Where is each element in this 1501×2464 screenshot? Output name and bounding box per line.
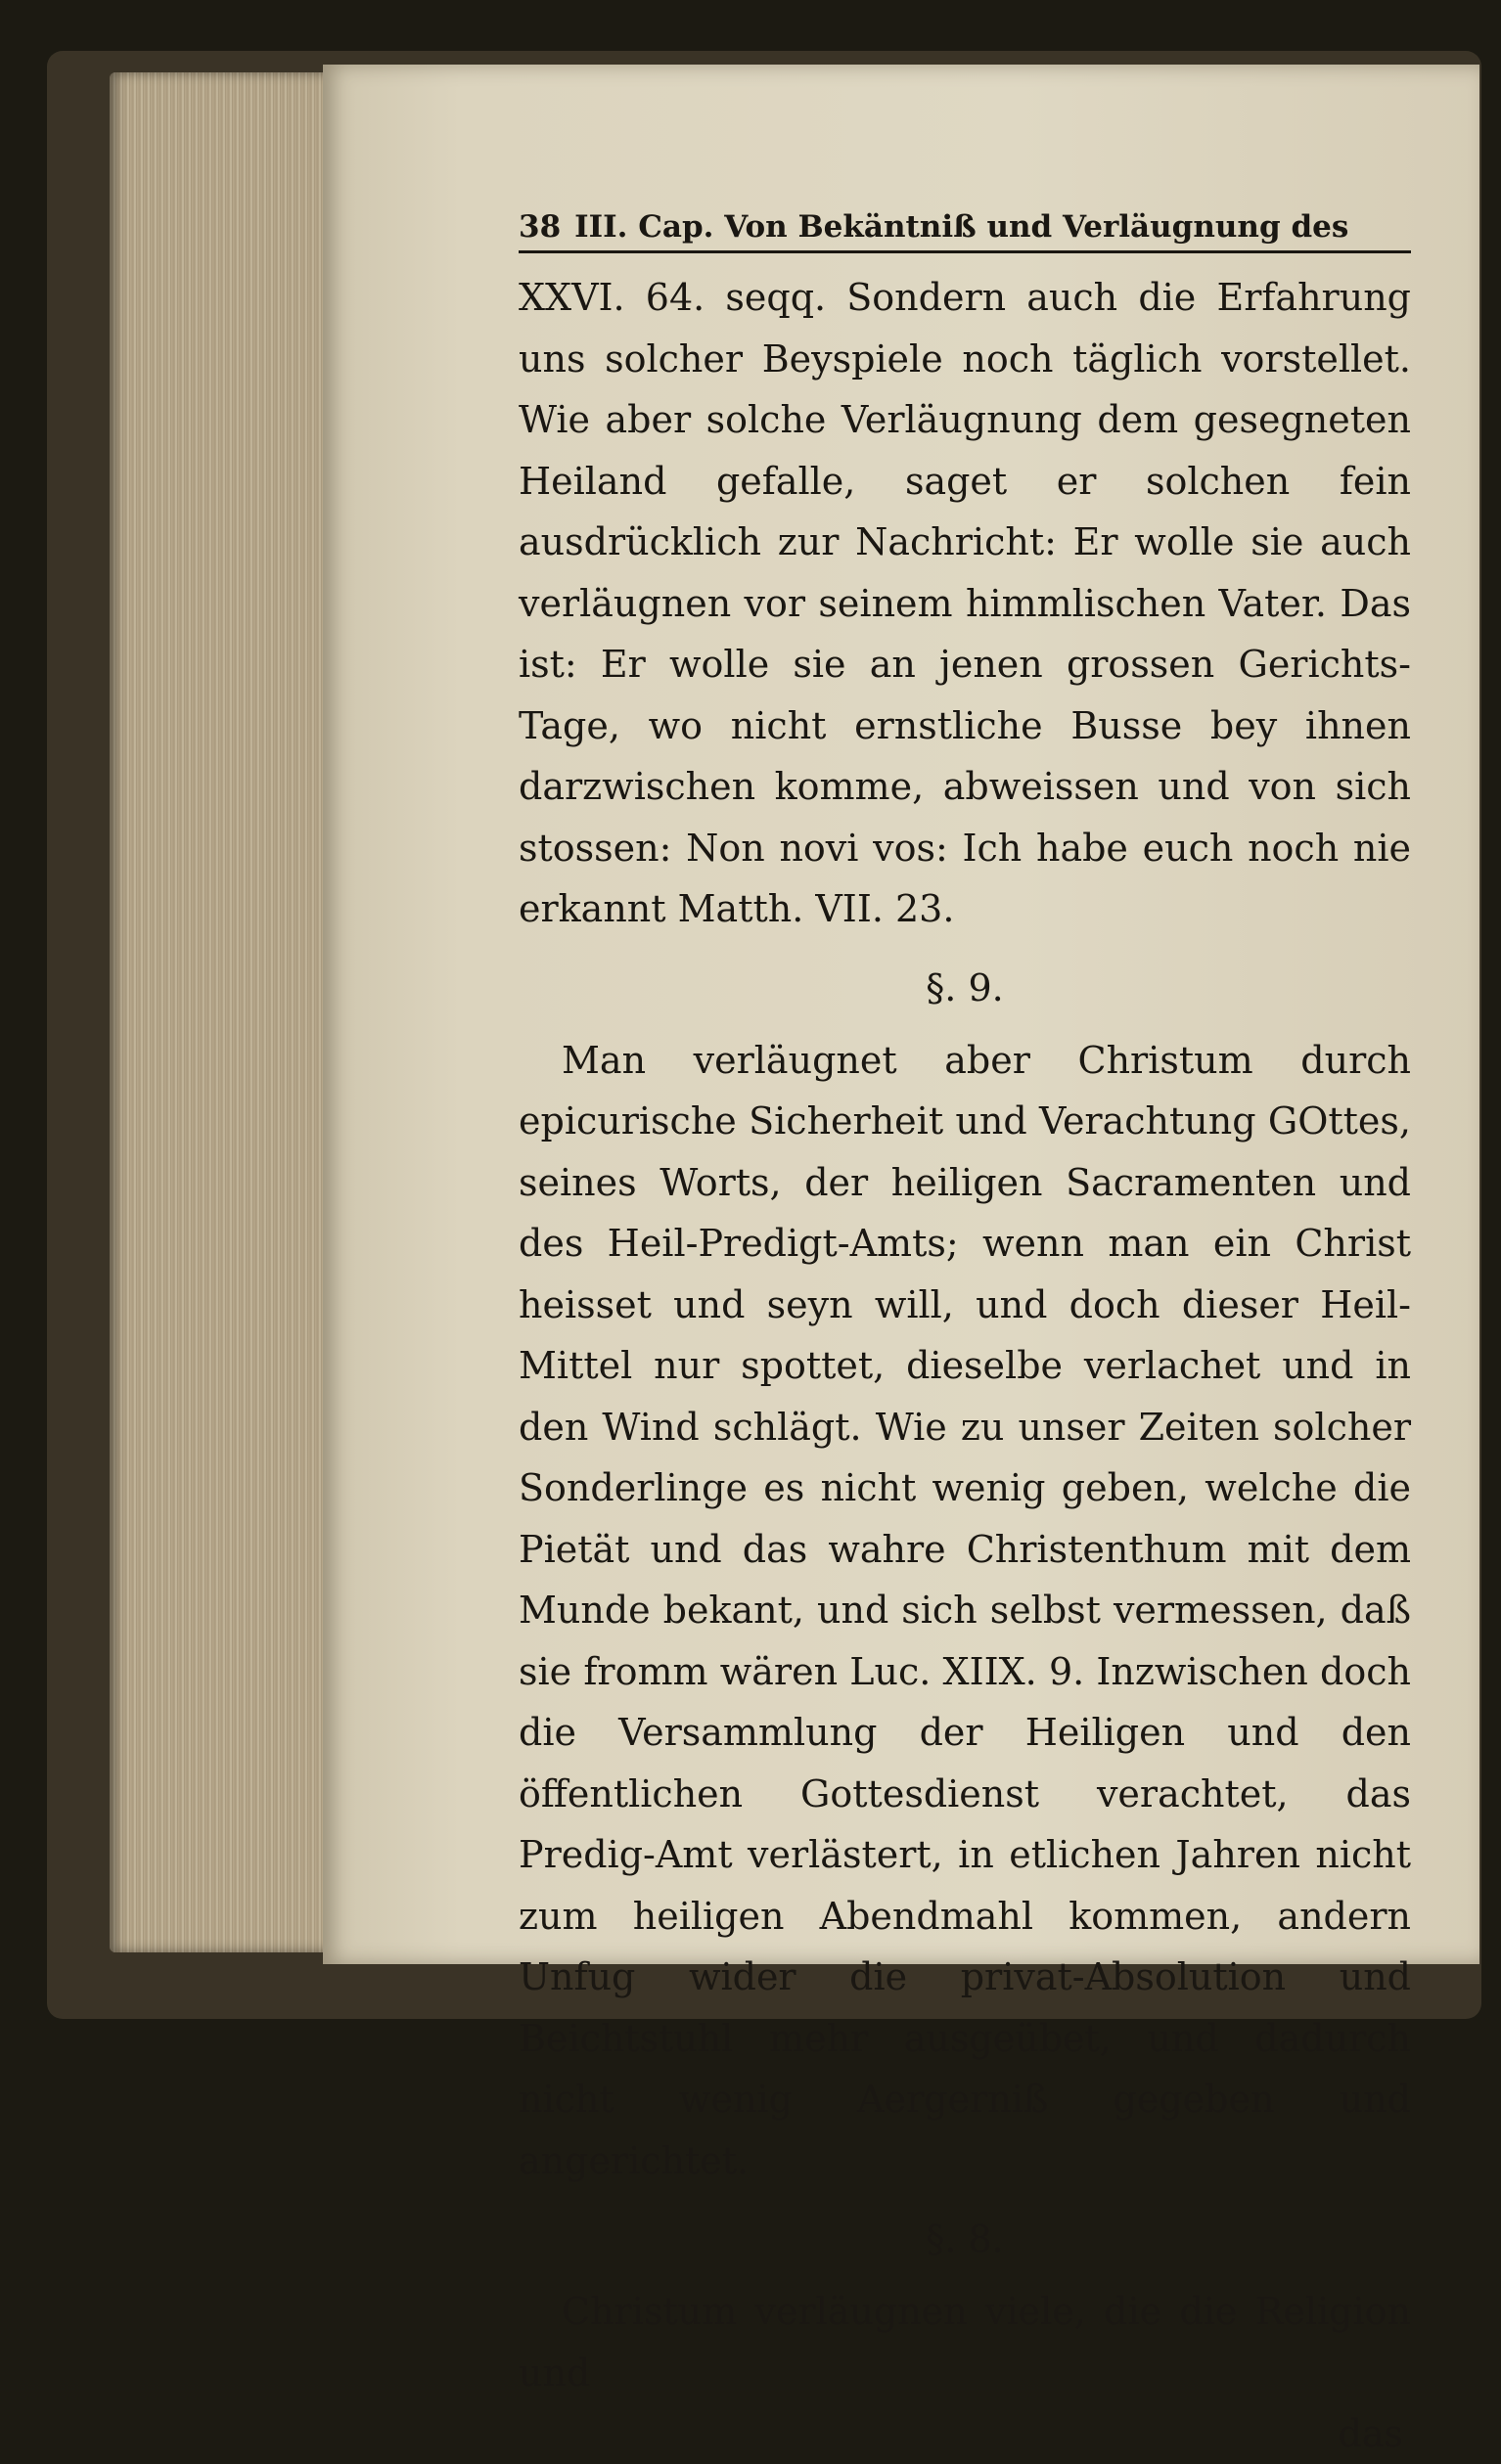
section-mark-9: §. 9. — [926, 965, 1004, 1009]
page-content — [519, 209, 1411, 2464]
body-text — [519, 267, 1411, 2464]
page-number: 38 — [519, 209, 562, 245]
section-8-text: Christum verläugnen viele, die die Religion und — [519, 2290, 1411, 2395]
page-edges — [110, 72, 352, 1952]
book-page — [323, 65, 1479, 2455]
section-mark-8: §. 8. — [926, 2218, 1004, 2261]
paragraph-continued: XXVI. 64. seqq. Sondern auch die Erfahrung uns solcher Beyspiele noch täglich vorstellet. Wie aber solche Verläugnung dem gesegneten Heiland gefalle, saget er solchen fein ausdrücklich zur Nachricht: Er wolle sie auch verläugnen vor seinem himmlischen Vater. Das ist: Er wolle sie an jenen grossen Gerichts-Tage, wo nicht ernstliche Busse bey ihnen darzwischen komme, abweissen und von sich stossen: Non novi vos: Ich habe euch noch nie erkannt Matth. VII. 23. — [519, 276, 1411, 930]
running-title: III. Cap. Von Bekäntniß und Verläugnung des — [574, 209, 1349, 245]
catchword: das — [1338, 2412, 1403, 2455]
running-head — [519, 209, 1411, 253]
section-9-text: Man verläugnet aber Christum durch epicurische Sicherheit und Verachtung GOttes, seines Worts, der heiligen Sacramenten und des Heil-Predigt-Amts; wenn man ein Christ heisset und seyn will, und doch dieser Heil-Mittel nur spottet, dieselbe verlachet und in den Wind schlägt. Wie zu unser Zeiten solcher Sonderlinge es nicht wenig geben, welche die Pietät und das wahre Christenthum mit dem Munde bekant, und sich selbst vermessen, daß sie fromm wären Luc. XIIX. 9. Inzwischen doch die Versammlung der Heiligen und den öffentlichen Gottesdienst verachtet, das Predig-Amt verlästert, in etlichen Jahren nicht zum heiligen Abendmahl kommen, andern Unfug wider die privat-Absolution und Beichtstuhl mehr ausgeübet, und dadurch nicht wenig Aergerniß gegeben und angerichtet. — [519, 1038, 1411, 2182]
